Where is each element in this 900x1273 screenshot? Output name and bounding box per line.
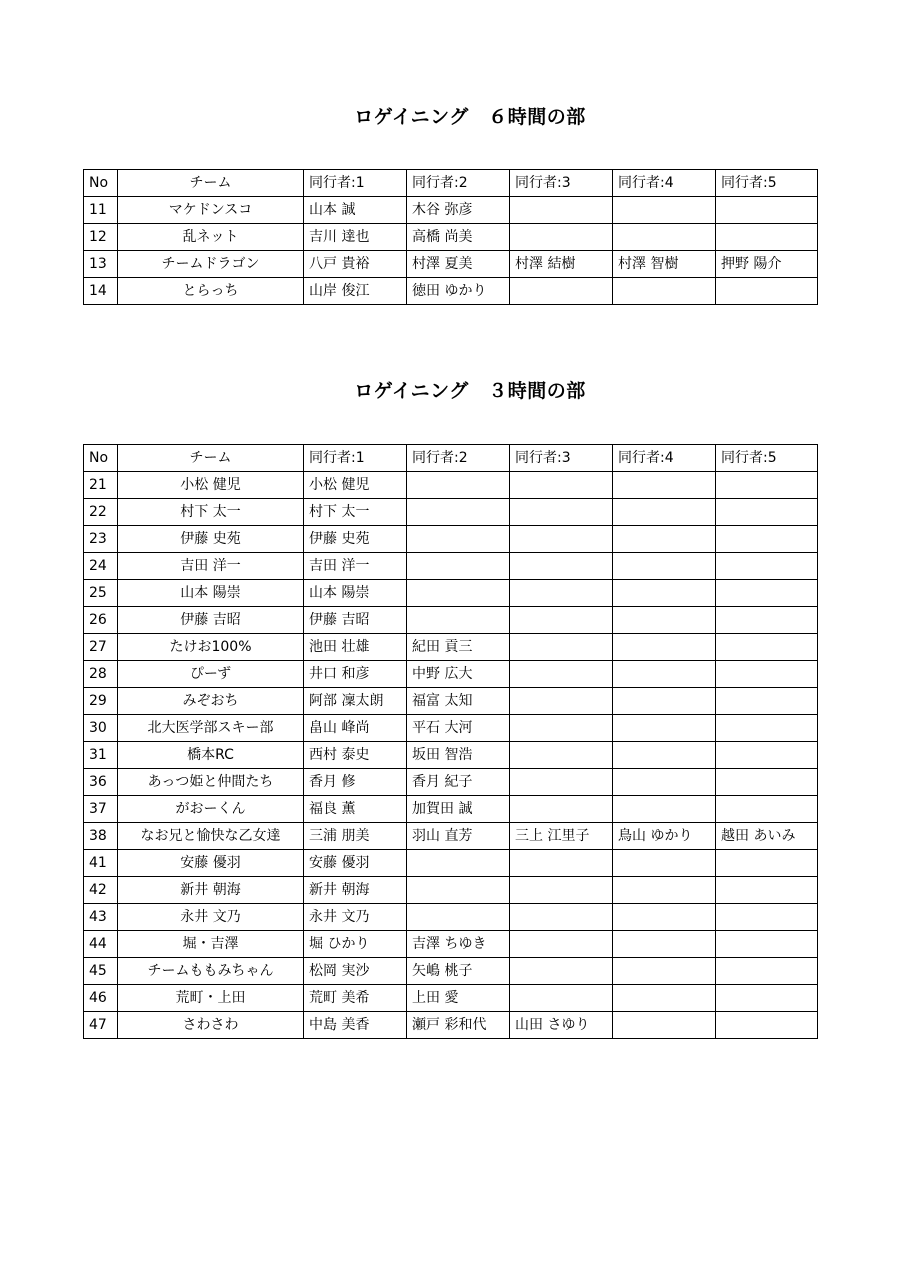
cell-companion-4: [613, 985, 716, 1012]
cell-companion-5: [716, 904, 818, 931]
cell-companion-5: [716, 985, 818, 1012]
cell-companion-1: 村下 太一: [304, 499, 407, 526]
cell-companion-1: 山本 誠: [304, 197, 407, 224]
cell-companion-3: [510, 472, 613, 499]
cell-companion-1: 井口 和彦: [304, 661, 407, 688]
cell-companion-4: [613, 526, 716, 553]
cell-companion-3: [510, 931, 613, 958]
cell-companion-5: [716, 769, 818, 796]
cell-companion-2: [407, 553, 510, 580]
cell-companion-4: [613, 224, 716, 251]
cell-no: 41: [84, 850, 118, 877]
cell-companion-1: 阿部 凜太朗: [304, 688, 407, 715]
table-row: [84, 931, 818, 958]
table-row: [84, 224, 818, 251]
cell-companion-1: 中島 美香: [304, 1012, 407, 1039]
table-row: [84, 877, 818, 904]
cell-companion-2: 徳田 ゆかり: [407, 278, 510, 305]
cell-companion-3: [510, 715, 613, 742]
cell-companion-5: [716, 224, 818, 251]
column-header-companion-4: 同行者:4: [613, 170, 716, 197]
cell-companion-3: [510, 688, 613, 715]
section-title-3h: ロゲイニング ３時間の部: [354, 380, 586, 402]
cell-companion-4: [613, 958, 716, 985]
cell-companion-5: [716, 958, 818, 985]
cell-team: とらっち: [118, 278, 304, 305]
cell-team: 乱ネット: [118, 224, 304, 251]
cell-companion-5: [716, 197, 818, 224]
cell-team: 荒町・上田: [118, 985, 304, 1012]
cell-companion-1: 吉田 洋一: [304, 553, 407, 580]
cell-companion-3: [510, 278, 613, 305]
cell-team: あっつ姫と仲間たち: [118, 769, 304, 796]
cell-companion-5: [716, 877, 818, 904]
cell-no: 13: [84, 251, 118, 278]
cell-companion-2: [407, 904, 510, 931]
cell-team: 橋本RC: [118, 742, 304, 769]
table-row: [84, 769, 818, 796]
cell-companion-3: [510, 877, 613, 904]
cell-no: 27: [84, 634, 118, 661]
cell-team: みぞおち: [118, 688, 304, 715]
table-row: [84, 985, 818, 1012]
cell-companion-3: [510, 526, 613, 553]
cell-team: がおーくん: [118, 796, 304, 823]
table-row: [84, 278, 818, 305]
column-header-companion-3: 同行者:3: [510, 170, 613, 197]
column-header-companion-3: 同行者:3: [510, 445, 613, 472]
cell-companion-5: [716, 526, 818, 553]
cell-companion-5: [716, 850, 818, 877]
cell-companion-4: [613, 472, 716, 499]
table-row: [84, 661, 818, 688]
cell-companion-5: [716, 499, 818, 526]
cell-team: なお兄と愉快な乙女達: [118, 823, 304, 850]
cell-team: 堀・吉澤: [118, 931, 304, 958]
cell-companion-4: [613, 661, 716, 688]
column-header-companion-2: 同行者:2: [407, 170, 510, 197]
cell-companion-1: 畠山 峰尚: [304, 715, 407, 742]
cell-companion-5: [716, 796, 818, 823]
cell-companion-3: [510, 904, 613, 931]
cell-companion-4: [613, 850, 716, 877]
cell-companion-5: [716, 580, 818, 607]
cell-no: 45: [84, 958, 118, 985]
cell-companion-1: 山岸 俊江: [304, 278, 407, 305]
column-header-companion-2: 同行者:2: [407, 445, 510, 472]
cell-no: 29: [84, 688, 118, 715]
cell-companion-4: [613, 278, 716, 305]
cell-team: チームドラゴン: [118, 251, 304, 278]
cell-companion-3: [510, 985, 613, 1012]
cell-no: 38: [84, 823, 118, 850]
cell-no: 24: [84, 553, 118, 580]
column-header-companion-5: 同行者:5: [716, 445, 818, 472]
roster-table-3h: [83, 444, 818, 1039]
cell-companion-2: 矢嶋 桃子: [407, 958, 510, 985]
roster-table-6h: [83, 169, 818, 305]
cell-companion-5: 越田 あいみ: [716, 823, 818, 850]
cell-companion-3: [510, 553, 613, 580]
cell-companion-5: [716, 688, 818, 715]
cell-companion-1: 伊藤 吉昭: [304, 607, 407, 634]
cell-companion-5: [716, 553, 818, 580]
section-title-6h: ロゲイニング ６時間の部: [354, 106, 586, 128]
cell-companion-1: 西村 泰史: [304, 742, 407, 769]
cell-companion-5: [716, 715, 818, 742]
cell-companion-1: 安藤 優羽: [304, 850, 407, 877]
cell-companion-2: [407, 499, 510, 526]
cell-companion-1: 松岡 実沙: [304, 958, 407, 985]
cell-companion-4: 鳥山 ゆかり: [613, 823, 716, 850]
cell-no: 31: [84, 742, 118, 769]
table-row: [84, 742, 818, 769]
cell-companion-2: [407, 526, 510, 553]
cell-companion-4: [613, 197, 716, 224]
cell-companion-2: [407, 850, 510, 877]
cell-companion-4: [613, 796, 716, 823]
cell-companion-2: 福富 太知: [407, 688, 510, 715]
cell-no: 46: [84, 985, 118, 1012]
cell-no: 12: [84, 224, 118, 251]
cell-companion-4: [613, 607, 716, 634]
cell-no: 25: [84, 580, 118, 607]
cell-team: 村下 太一: [118, 499, 304, 526]
cell-no: 11: [84, 197, 118, 224]
table-row: [84, 526, 818, 553]
cell-companion-1: 福良 薫: [304, 796, 407, 823]
cell-companion-2: 香月 紀子: [407, 769, 510, 796]
table-row: [84, 251, 818, 278]
cell-team: 伊藤 吉昭: [118, 607, 304, 634]
cell-companion-2: 吉澤 ちゆき: [407, 931, 510, 958]
cell-companion-5: [716, 661, 818, 688]
cell-no: 14: [84, 278, 118, 305]
cell-companion-1: 池田 壮雄: [304, 634, 407, 661]
cell-companion-4: [613, 931, 716, 958]
cell-companion-3: [510, 197, 613, 224]
cell-team: 吉田 洋一: [118, 553, 304, 580]
cell-team: 伊藤 史苑: [118, 526, 304, 553]
cell-companion-3: [510, 607, 613, 634]
table-row: [84, 634, 818, 661]
column-header-team: チーム: [118, 445, 304, 472]
cell-companion-1: 吉川 達也: [304, 224, 407, 251]
cell-companion-2: 村澤 夏美: [407, 251, 510, 278]
cell-companion-2: 上田 愛: [407, 985, 510, 1012]
table-row: [84, 715, 818, 742]
table-header-row: [84, 170, 818, 197]
cell-companion-2: 平石 大河: [407, 715, 510, 742]
column-header-no: No: [84, 445, 118, 472]
cell-companion-2: 中野 広大: [407, 661, 510, 688]
column-header-companion-5: 同行者:5: [716, 170, 818, 197]
table-row: [84, 688, 818, 715]
cell-no: 37: [84, 796, 118, 823]
cell-no: 42: [84, 877, 118, 904]
cell-companion-2: 木谷 弥彦: [407, 197, 510, 224]
cell-companion-5: [716, 742, 818, 769]
cell-companion-1: 荒町 美希: [304, 985, 407, 1012]
cell-companion-2: [407, 607, 510, 634]
cell-no: 26: [84, 607, 118, 634]
table-row: [84, 823, 818, 850]
cell-companion-2: 瀬戸 彩和代: [407, 1012, 510, 1039]
cell-companion-4: [613, 715, 716, 742]
cell-companion-3: [510, 224, 613, 251]
cell-companion-1: 永井 文乃: [304, 904, 407, 931]
table-header-row: [84, 445, 818, 472]
cell-companion-3: [510, 796, 613, 823]
cell-team: さわさわ: [118, 1012, 304, 1039]
cell-team: 新井 朝海: [118, 877, 304, 904]
cell-team: 山本 陽崇: [118, 580, 304, 607]
cell-companion-4: [613, 1012, 716, 1039]
cell-companion-3: [510, 661, 613, 688]
cell-companion-3: 山田 さゆり: [510, 1012, 613, 1039]
cell-team: たけお100%: [118, 634, 304, 661]
cell-team: マケドンスコ: [118, 197, 304, 224]
table-row: [84, 499, 818, 526]
cell-companion-1: 山本 陽崇: [304, 580, 407, 607]
cell-companion-3: 三上 江里子: [510, 823, 613, 850]
cell-companion-2: [407, 472, 510, 499]
cell-companion-3: [510, 958, 613, 985]
cell-companion-4: [613, 769, 716, 796]
cell-companion-5: [716, 634, 818, 661]
column-header-companion-1: 同行者:1: [304, 170, 407, 197]
cell-no: 47: [84, 1012, 118, 1039]
cell-companion-2: 加賀田 誠: [407, 796, 510, 823]
cell-team: 安藤 優羽: [118, 850, 304, 877]
cell-no: 44: [84, 931, 118, 958]
cell-companion-1: 三浦 朋美: [304, 823, 407, 850]
cell-companion-1: 新井 朝海: [304, 877, 407, 904]
cell-companion-2: 高橋 尚美: [407, 224, 510, 251]
cell-companion-3: [510, 580, 613, 607]
cell-companion-2: [407, 877, 510, 904]
cell-companion-3: [510, 499, 613, 526]
cell-companion-4: [613, 634, 716, 661]
column-header-no: No: [84, 170, 118, 197]
cell-team: 北大医学部スキー部: [118, 715, 304, 742]
table-row: [84, 1012, 818, 1039]
cell-companion-2: [407, 580, 510, 607]
table-row: [84, 553, 818, 580]
cell-companion-4: [613, 904, 716, 931]
cell-companion-1: 八戸 貴裕: [304, 251, 407, 278]
cell-no: 23: [84, 526, 118, 553]
column-header-companion-1: 同行者:1: [304, 445, 407, 472]
cell-no: 30: [84, 715, 118, 742]
cell-companion-2: 羽山 直芳: [407, 823, 510, 850]
cell-companion-4: 村澤 智樹: [613, 251, 716, 278]
cell-companion-4: [613, 553, 716, 580]
table-row: [84, 958, 818, 985]
cell-companion-3: 村澤 結樹: [510, 251, 613, 278]
table-row: [84, 607, 818, 634]
column-header-team: チーム: [118, 170, 304, 197]
cell-no: 22: [84, 499, 118, 526]
cell-companion-1: 堀 ひかり: [304, 931, 407, 958]
cell-companion-5: [716, 931, 818, 958]
table-row: [84, 904, 818, 931]
cell-companion-1: 小松 健児: [304, 472, 407, 499]
cell-companion-5: [716, 1012, 818, 1039]
cell-no: 43: [84, 904, 118, 931]
cell-companion-3: [510, 769, 613, 796]
cell-companion-5: [716, 472, 818, 499]
cell-no: 28: [84, 661, 118, 688]
cell-companion-4: [613, 499, 716, 526]
table-row: [84, 850, 818, 877]
cell-companion-2: 紀田 貢三: [407, 634, 510, 661]
cell-companion-3: [510, 850, 613, 877]
cell-no: 21: [84, 472, 118, 499]
cell-team: 永井 文乃: [118, 904, 304, 931]
cell-companion-4: [613, 742, 716, 769]
cell-team: チームももみちゃん: [118, 958, 304, 985]
cell-companion-4: [613, 688, 716, 715]
cell-companion-4: [613, 877, 716, 904]
cell-companion-5: 押野 陽介: [716, 251, 818, 278]
cell-companion-3: [510, 742, 613, 769]
table-row: [84, 796, 818, 823]
table-row: [84, 197, 818, 224]
cell-team: ぴーず: [118, 661, 304, 688]
cell-no: 36: [84, 769, 118, 796]
column-header-companion-4: 同行者:4: [613, 445, 716, 472]
table-row: [84, 472, 818, 499]
cell-companion-1: 香月 修: [304, 769, 407, 796]
cell-companion-4: [613, 580, 716, 607]
cell-companion-3: [510, 634, 613, 661]
cell-companion-2: 坂田 智浩: [407, 742, 510, 769]
cell-companion-1: 伊藤 史苑: [304, 526, 407, 553]
cell-companion-5: [716, 278, 818, 305]
cell-companion-5: [716, 607, 818, 634]
table-row: [84, 580, 818, 607]
cell-team: 小松 健児: [118, 472, 304, 499]
